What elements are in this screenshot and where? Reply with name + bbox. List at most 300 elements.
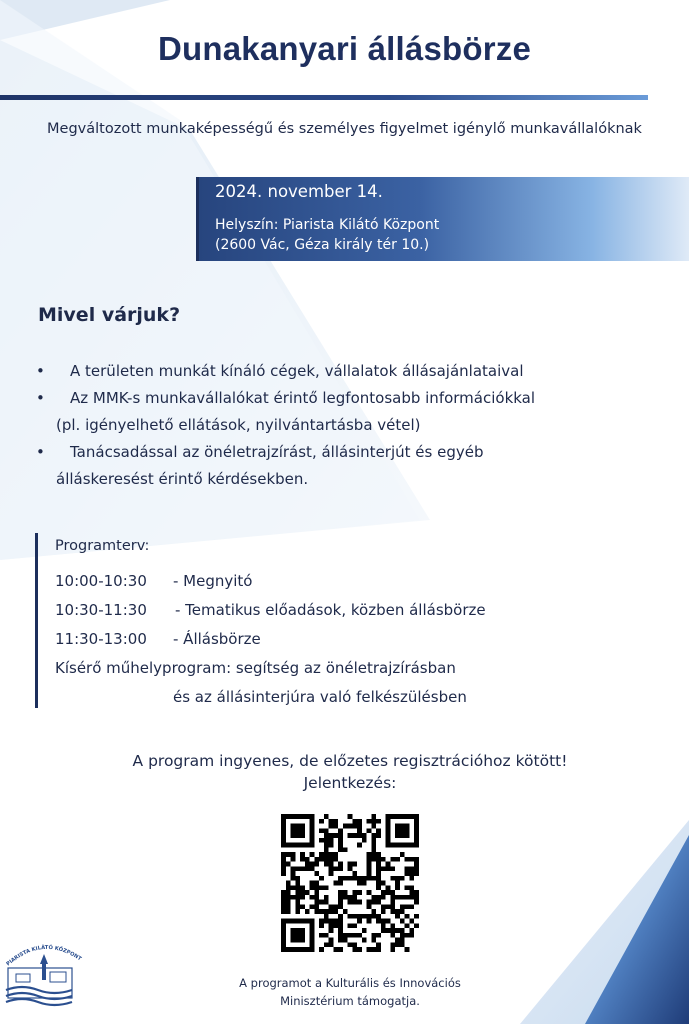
qr-module <box>395 938 400 943</box>
qr-module <box>400 852 405 857</box>
qr-module <box>395 881 400 886</box>
qr-module <box>367 947 372 952</box>
qr-module <box>367 852 372 857</box>
qr-module <box>300 866 305 871</box>
qr-module <box>333 909 338 914</box>
qr-module <box>367 871 372 876</box>
qr-module <box>314 890 319 895</box>
qr-module <box>367 890 372 895</box>
schedule-row <box>55 601 486 619</box>
qr-module <box>338 895 343 900</box>
qr-module <box>291 824 305 838</box>
qr-module <box>291 885 296 890</box>
qr-module <box>395 895 400 900</box>
qr-module <box>333 866 338 871</box>
qr-module <box>390 866 395 871</box>
qr-module <box>291 871 296 876</box>
qr-module <box>352 947 357 952</box>
qr-module <box>386 890 391 895</box>
qr-module <box>348 876 353 881</box>
qr-module <box>348 942 353 947</box>
qr-module <box>367 904 372 909</box>
qr-module <box>376 919 381 924</box>
qr-module <box>352 876 357 881</box>
qr-module <box>329 857 334 862</box>
event-address: (2600 Vác, Géza király tér 10.) <box>215 237 430 253</box>
workshop-line: Kísérő műhelyprogram: segítség az önéletrajzírásban <box>55 659 456 677</box>
qr-module <box>386 885 391 890</box>
qr-module <box>319 923 324 928</box>
qr-module <box>348 866 353 871</box>
qr-module <box>376 947 381 952</box>
qr-module <box>338 947 343 952</box>
qr-module <box>381 881 386 886</box>
qr-module <box>390 900 395 905</box>
qr-module <box>362 914 367 919</box>
qr-module <box>352 900 357 905</box>
qr-module <box>314 904 319 909</box>
schedule-time: 11:30-13:00 <box>55 630 147 648</box>
qr-module <box>348 914 353 919</box>
qr-module <box>338 838 343 843</box>
qr-module <box>362 876 367 881</box>
qr-module <box>376 857 381 862</box>
qr-module <box>343 847 348 852</box>
qr-module <box>348 895 353 900</box>
qr-module <box>367 819 372 824</box>
qr-module <box>333 904 338 909</box>
qr-module <box>286 904 291 909</box>
qr-module <box>371 938 376 943</box>
qr-module <box>329 833 334 838</box>
qr-module <box>324 933 329 938</box>
list-item <box>36 439 676 493</box>
qr-module <box>300 885 305 890</box>
qr-module <box>414 862 419 867</box>
qr-module <box>371 843 376 848</box>
qr-module <box>400 938 405 943</box>
qr-module <box>310 862 315 867</box>
qr-module <box>343 890 348 895</box>
qr-module <box>338 828 343 833</box>
qr-module <box>291 876 296 881</box>
qr-module <box>329 852 334 857</box>
qr-module <box>395 824 409 838</box>
qr-module <box>329 862 334 867</box>
qr-module <box>333 919 338 924</box>
sponsor-footer <box>215 974 485 1010</box>
qr-module <box>352 942 357 947</box>
qr-module <box>281 871 286 876</box>
qr-module <box>376 895 381 900</box>
qr-module <box>405 885 410 890</box>
qr-module <box>362 938 367 943</box>
qr-module <box>324 814 329 819</box>
registration-qr-code[interactable] <box>281 814 419 952</box>
qr-module <box>400 895 405 900</box>
qr-module <box>376 852 381 857</box>
registration-label: Jelentkezés: <box>303 774 397 792</box>
qr-module <box>324 909 329 914</box>
qr-module <box>405 857 410 862</box>
qr-module <box>333 852 338 857</box>
qr-module <box>329 871 334 876</box>
qr-module <box>295 904 300 909</box>
qr-module <box>371 900 376 905</box>
qr-module <box>371 857 376 862</box>
qr-module <box>305 909 310 914</box>
qr-module <box>409 876 414 881</box>
qr-module <box>348 900 353 905</box>
qr-module <box>319 909 324 914</box>
qr-module <box>390 909 395 914</box>
qr-module <box>319 828 324 833</box>
program-heading: Programterv: <box>55 538 150 554</box>
qr-module <box>338 866 343 871</box>
qr-module <box>291 895 296 900</box>
qr-module <box>300 857 305 862</box>
qr-module <box>395 876 400 881</box>
qr-module <box>352 871 357 876</box>
qr-module <box>405 914 410 919</box>
qr-module <box>395 942 400 947</box>
qr-module <box>400 919 405 924</box>
schedule-time: 10:00-10:30 <box>55 572 147 590</box>
qr-module <box>376 881 381 886</box>
qr-module <box>348 833 353 838</box>
qr-module <box>357 890 362 895</box>
qr-module <box>414 871 419 876</box>
qr-module <box>409 885 414 890</box>
qr-module <box>414 890 419 895</box>
qr-module <box>357 819 362 824</box>
subtitle: Megváltozott munkaképességű és személyes figyelmet igénylő munkavállalóknak <box>47 121 642 137</box>
qr-module <box>376 876 381 881</box>
qr-module <box>295 890 300 895</box>
qr-module <box>329 904 334 909</box>
qr-module <box>357 828 362 833</box>
qr-module <box>333 947 338 952</box>
qr-module <box>333 857 338 862</box>
qr-module <box>324 857 329 862</box>
qr-module <box>390 923 395 928</box>
list-item <box>36 358 676 385</box>
qr-module <box>405 895 410 900</box>
qr-module <box>405 871 410 876</box>
qr-module <box>310 895 315 900</box>
qr-module <box>319 900 324 905</box>
qr-module <box>281 866 286 871</box>
qr-module <box>338 881 343 886</box>
qr-module <box>338 919 343 924</box>
qr-module <box>381 890 386 895</box>
qr-module <box>409 928 414 933</box>
qr-module <box>324 919 329 924</box>
qr-module <box>414 895 419 900</box>
workshop-line-continued: és az állásinterjúra való felkészülésben <box>173 688 467 706</box>
qr-module <box>324 828 329 833</box>
qr-module <box>414 914 419 919</box>
qr-module <box>381 895 386 900</box>
qr-module <box>324 885 329 890</box>
schedule-label: - Tematikus előadások, közben állásbörze <box>175 601 486 619</box>
qr-module <box>310 885 315 890</box>
qr-module <box>314 857 319 862</box>
qr-module <box>400 933 405 938</box>
qr-module <box>409 871 414 876</box>
qr-module <box>324 895 329 900</box>
qr-module <box>348 923 353 928</box>
qr-module <box>281 909 286 914</box>
qr-module <box>414 857 419 862</box>
qr-module <box>390 928 395 933</box>
qr-module <box>376 866 381 871</box>
event-info-box <box>196 177 689 261</box>
qr-module <box>395 914 400 919</box>
qr-module <box>343 909 348 914</box>
sponsor-line-continued: Minisztérium támogatja. <box>280 994 420 1008</box>
qr-module <box>324 852 329 857</box>
list-item-text: Tanácsadással az önéletrajzírást, állásinterjút és egyéb <box>70 443 484 461</box>
qr-module <box>371 838 376 843</box>
event-location: Helyszín: Piarista Kilátó Központ <box>215 217 440 233</box>
qr-module <box>291 928 305 942</box>
qr-module <box>338 938 343 943</box>
qr-module <box>371 847 376 852</box>
qr-module <box>376 819 381 824</box>
qr-module <box>376 862 381 867</box>
qr-module <box>362 833 367 838</box>
qr-module <box>390 933 395 938</box>
qr-module <box>348 933 353 938</box>
qr-module <box>405 923 410 928</box>
qr-module <box>357 876 362 881</box>
qr-module <box>352 890 357 895</box>
qr-module <box>314 881 319 886</box>
qr-module <box>300 890 305 895</box>
qr-module <box>376 933 381 938</box>
qr-module <box>409 890 414 895</box>
qr-module <box>295 881 300 886</box>
qr-module <box>329 866 334 871</box>
qr-module <box>395 909 400 914</box>
qr-module <box>376 833 381 838</box>
qr-module <box>305 890 310 895</box>
qr-module <box>281 857 286 862</box>
qr-module <box>305 866 310 871</box>
qr-module <box>352 862 357 867</box>
qr-module <box>343 933 348 938</box>
list-item <box>36 385 676 439</box>
qr-module <box>319 838 324 843</box>
qr-module <box>286 900 291 905</box>
list-item-text-continued: álláskeresést érintő kérdésekben. <box>56 470 309 488</box>
qr-module <box>400 928 405 933</box>
qr-module <box>386 862 391 867</box>
qr-module <box>386 919 391 924</box>
qr-module <box>381 928 386 933</box>
qr-module <box>381 866 386 871</box>
qr-module <box>333 923 338 928</box>
qr-module <box>324 914 329 919</box>
qr-module <box>338 928 343 933</box>
qr-module <box>400 942 405 947</box>
qr-module <box>381 857 386 862</box>
qr-module <box>352 833 357 838</box>
qr-module <box>314 909 319 914</box>
qr-module <box>329 938 334 943</box>
qr-module <box>319 852 324 857</box>
qr-module <box>324 833 329 838</box>
qr-module <box>286 862 291 867</box>
qr-module <box>371 852 376 857</box>
list-item-text: Az MMK-s munkavállalókat érintő legfontosabb információkkal <box>70 389 536 407</box>
qr-module <box>371 876 376 881</box>
qr-module <box>295 866 300 871</box>
bullet-dot: • <box>36 362 45 380</box>
qr-module <box>314 885 319 890</box>
qr-module <box>348 824 353 829</box>
qr-module <box>319 947 324 952</box>
schedule-row <box>55 630 261 648</box>
qr-module <box>291 866 296 871</box>
qr-module <box>386 904 391 909</box>
qr-module <box>329 838 334 843</box>
qr-module <box>352 933 357 938</box>
qr-module <box>405 904 410 909</box>
qr-module <box>338 933 343 938</box>
bullet-dot: • <box>36 443 45 461</box>
qr-module <box>295 900 300 905</box>
qr-module <box>371 947 376 952</box>
section-heading: Mivel várjuk? <box>38 304 181 326</box>
qr-module <box>281 904 286 909</box>
qr-module <box>362 928 367 933</box>
qr-module <box>319 885 324 890</box>
qr-module <box>324 900 329 905</box>
qr-module <box>386 866 391 871</box>
qr-module <box>395 857 400 862</box>
qr-module <box>367 900 372 905</box>
qr-module <box>314 871 319 876</box>
qr-module <box>295 895 300 900</box>
piarista-logo <box>2 938 86 1010</box>
qr-module <box>324 838 329 843</box>
logo-text-path: PIARISTA KILÁTÓ KÖZPONT <box>5 944 83 968</box>
qr-module <box>376 914 381 919</box>
qr-module <box>376 942 381 947</box>
qr-module <box>310 852 315 857</box>
qr-module <box>357 933 362 938</box>
qr-module <box>371 814 376 819</box>
qr-module <box>281 900 286 905</box>
qr-module <box>390 895 395 900</box>
qr-module <box>300 904 305 909</box>
qr-module <box>333 824 338 829</box>
qr-module <box>367 862 372 867</box>
qr-module <box>395 885 400 890</box>
qr-module <box>371 933 376 938</box>
schedule-label: - Megnyitó <box>173 572 253 590</box>
qr-module <box>333 833 338 838</box>
qr-module <box>357 947 362 952</box>
qr-module <box>338 843 343 848</box>
qr-module <box>390 904 395 909</box>
qr-module <box>352 895 357 900</box>
qr-module <box>390 947 395 952</box>
qr-module <box>409 866 414 871</box>
qr-module <box>343 938 348 943</box>
qr-module <box>314 895 319 900</box>
qr-module <box>371 895 376 900</box>
qr-module <box>405 866 410 871</box>
qr-module <box>362 838 367 843</box>
qr-module <box>352 819 357 824</box>
qr-module <box>381 919 386 924</box>
title-underline <box>0 95 648 100</box>
registration-text: A program ingyenes, de előzetes regisztrációhoz kötött! <box>132 752 568 770</box>
schedule-time: 10:30-11:30 <box>55 601 147 619</box>
qr-module <box>329 909 334 914</box>
qr-module <box>329 819 334 824</box>
qr-module <box>390 876 395 881</box>
qr-module <box>295 876 300 881</box>
qr-module <box>367 828 372 833</box>
qr-module <box>367 914 372 919</box>
qr-module <box>286 895 291 900</box>
qr-module <box>314 900 319 905</box>
qr-module <box>409 857 414 862</box>
qr-module <box>367 919 372 924</box>
qr-module <box>357 914 362 919</box>
qr-module <box>343 895 348 900</box>
qr-module <box>281 890 286 895</box>
qr-module <box>405 947 410 952</box>
qr-module <box>381 904 386 909</box>
qr-module <box>348 814 353 819</box>
qr-module <box>390 857 395 862</box>
qr-module <box>319 876 324 881</box>
qr-module <box>357 881 362 886</box>
qr-module <box>295 885 300 890</box>
qr-module <box>305 862 310 867</box>
qr-module <box>295 909 300 914</box>
qr-module <box>329 919 334 924</box>
qr-module <box>310 866 315 871</box>
qr-module <box>286 881 291 886</box>
qr-module <box>414 900 419 905</box>
list-item-text: A területen munkát kínáló cégek, vállalatok állásajánlataival <box>70 362 524 380</box>
qr-module <box>376 900 381 905</box>
qr-module <box>357 919 362 924</box>
qr-module <box>310 904 315 909</box>
registration-notice <box>0 750 689 794</box>
qr-module <box>400 909 405 914</box>
qr-module <box>367 857 372 862</box>
qr-module <box>333 881 338 886</box>
qr-module <box>357 833 362 838</box>
qr-module <box>329 843 334 848</box>
qr-module <box>409 895 414 900</box>
qr-module <box>338 876 343 881</box>
qr-module <box>324 862 329 867</box>
qr-module <box>371 824 376 829</box>
qr-module <box>409 919 414 924</box>
qr-module <box>338 833 343 838</box>
qr-module <box>390 890 395 895</box>
qr-module <box>371 909 376 914</box>
qr-module <box>400 876 405 881</box>
